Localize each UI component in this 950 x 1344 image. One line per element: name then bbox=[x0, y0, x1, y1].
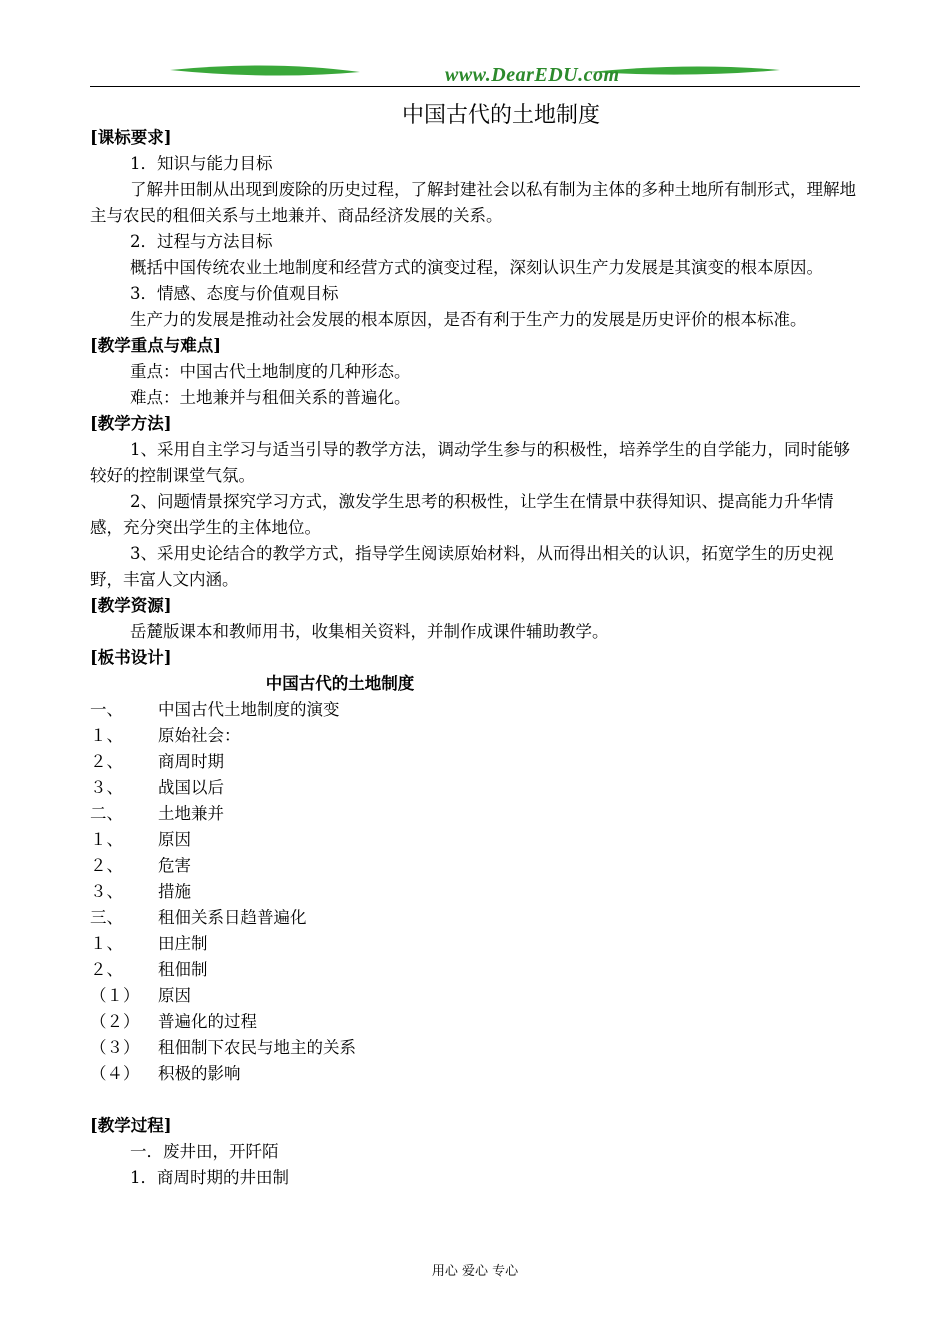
outline-number: ３、 bbox=[90, 778, 123, 797]
outline-item bbox=[90, 697, 860, 723]
spacer bbox=[90, 1087, 860, 1113]
outline-text: 普遍化的过程 bbox=[158, 1012, 257, 1031]
outline-text: 原因 bbox=[158, 830, 191, 849]
outline-item bbox=[90, 723, 860, 749]
site-header bbox=[90, 58, 860, 94]
outline-item bbox=[90, 775, 860, 801]
section-heading-teaching-process: [教学过程] bbox=[90, 1116, 172, 1135]
paragraph: 岳麓版课本和教师用书，收集相关资料，并制作成课件辅助教学。 bbox=[130, 622, 609, 641]
outline-number: （４） bbox=[90, 1064, 140, 1083]
outline-text: 田庄制 bbox=[158, 934, 208, 953]
outline-item bbox=[90, 853, 860, 879]
outline-text: 租佃制下农民与地主的关系 bbox=[158, 1038, 356, 1057]
outline-text: 土地兼并 bbox=[158, 804, 224, 823]
section-heading-key-points: [教学重点与难点] bbox=[90, 336, 222, 355]
paragraph: 3、采用史论结合的教学方式，指导学生阅读原始材料，从而得出相关的认识，拓宽学生的历史视野，丰富人文内涵。 bbox=[90, 544, 834, 589]
outline-text: 危害 bbox=[158, 856, 191, 875]
section-heading-resources: [教学资源] bbox=[90, 596, 172, 615]
paragraph: 一．废井田，开阡陌 bbox=[130, 1142, 279, 1161]
paragraph: 概括中国传统农业土地制度和经营方式的演变过程，深刻认识生产力发展是其演变的根本原因。 bbox=[130, 258, 823, 277]
outline-item bbox=[90, 957, 860, 983]
outline-item bbox=[90, 801, 860, 827]
outline-number: ２、 bbox=[90, 856, 123, 875]
outline-number: １、 bbox=[90, 726, 123, 745]
outline-item bbox=[90, 1035, 860, 1061]
header-divider bbox=[90, 86, 860, 87]
outline-number: （２） bbox=[90, 1012, 140, 1031]
outline-item bbox=[90, 827, 860, 853]
outline-number: １、 bbox=[90, 830, 123, 849]
outline-text: 战国以后 bbox=[158, 778, 224, 797]
page-footer: 用心 爱心 专心 bbox=[431, 1264, 519, 1279]
outline-item bbox=[90, 1009, 860, 1035]
board-outline bbox=[90, 697, 860, 1087]
outline-text: 租佃关系日趋普遍化 bbox=[158, 908, 307, 927]
board-title: 中国古代的土地制度 bbox=[265, 674, 415, 693]
outline-number: 二、 bbox=[90, 804, 123, 823]
section-heading-curriculum: [课标要求] bbox=[90, 128, 172, 147]
outline-item bbox=[90, 931, 860, 957]
section-heading-methods: [教学方法] bbox=[90, 414, 172, 433]
paragraph: 了解井田制从出现到废除的历史过程，了解封建社会以私有制为主体的多种土地所有制形式，理解地主与农民的租佃关系与土地兼并、商品经济发展的关系。 bbox=[90, 180, 856, 225]
outline-text: 措施 bbox=[158, 882, 191, 901]
outline-number: １、 bbox=[90, 934, 123, 953]
outline-text: 积极的影响 bbox=[158, 1064, 241, 1083]
outline-text: 商周时期 bbox=[158, 752, 224, 771]
outline-number: 一、 bbox=[90, 700, 123, 719]
section-heading-board-design: [板书设计] bbox=[90, 648, 172, 667]
outline-item bbox=[90, 879, 860, 905]
outline-number: ３、 bbox=[90, 882, 123, 901]
paragraph: 1．知识与能力目标 bbox=[130, 154, 273, 173]
paragraph: 2．过程与方法目标 bbox=[130, 232, 273, 251]
document-body bbox=[90, 125, 860, 1191]
paragraph: 1、采用自主学习与适当引导的教学方法，调动学生参与的积极性，培养学生的自学能力，同时能够较好的控制课堂气氛。 bbox=[90, 440, 850, 485]
outline-item bbox=[90, 905, 860, 931]
paragraph: 重点：中国古代土地制度的几种形态。 bbox=[130, 362, 411, 381]
outline-number: ２、 bbox=[90, 752, 123, 771]
outline-number: 三、 bbox=[90, 908, 123, 927]
paragraph: 3．情感、态度与价值观目标 bbox=[130, 284, 339, 303]
outline-text: 原始社会： bbox=[158, 726, 241, 745]
outline-number: （１） bbox=[90, 986, 140, 1005]
outline-number: （３） bbox=[90, 1038, 140, 1057]
outline-item bbox=[90, 1061, 860, 1087]
outline-text: 中国古代土地制度的演变 bbox=[158, 700, 340, 719]
paragraph: 2、问题情景探究学习方式，激发学生思考的积极性，让学生在情景中获得知识、提高能力升华情感，充分突出学生的主体地位。 bbox=[90, 492, 834, 537]
paragraph: 难点：土地兼并与租佃关系的普遍化。 bbox=[130, 388, 411, 407]
paragraph: 1．商周时期的井田制 bbox=[130, 1168, 289, 1187]
outline-item bbox=[90, 983, 860, 1009]
outline-text: 租佃制 bbox=[158, 960, 208, 979]
document-title-text: 中国古代的土地制度 bbox=[401, 103, 600, 128]
paragraph: 生产力的发展是推动社会发展的根本原因，是否有利于生产力的发展是历史评价的根本标准。 bbox=[130, 310, 807, 329]
outline-item bbox=[90, 749, 860, 775]
site-logo-text[interactable]: www.DearEDU.com bbox=[445, 64, 620, 86]
outline-number: ２、 bbox=[90, 960, 123, 979]
outline-text: 原因 bbox=[158, 986, 191, 1005]
